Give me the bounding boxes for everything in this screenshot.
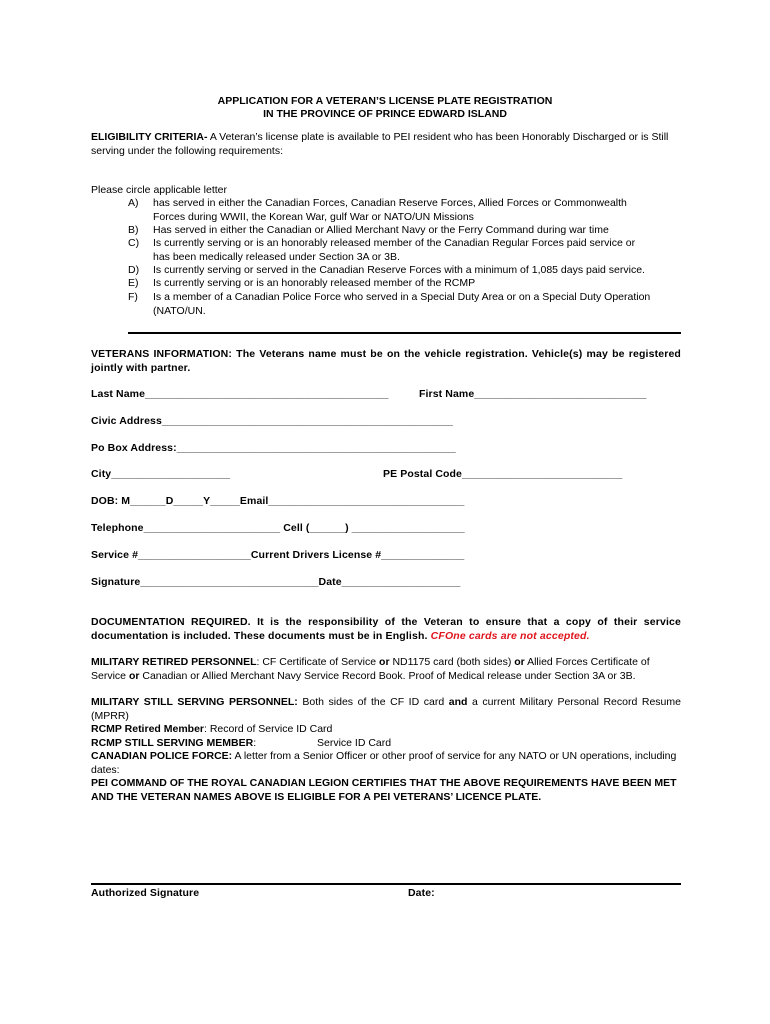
military-retired-paragraph bbox=[91, 656, 681, 683]
criteria-letter[interactable]: D) bbox=[128, 264, 140, 276]
criteria-letter[interactable]: A) bbox=[128, 197, 139, 209]
first-name-field[interactable]: First Name_____________________________ bbox=[419, 388, 647, 400]
still-serving-text: a current Military Personal Record Resume (MPRR) bbox=[91, 696, 681, 722]
still-serving-paragraph bbox=[91, 696, 681, 723]
criteria-intro: Please circle applicable letter bbox=[91, 184, 227, 196]
criteria-text: has served in either the Canadian Forces, Canadian Reserve Forces, Allied Forces or Commonwealth bbox=[153, 197, 627, 209]
po-box-field[interactable]: Po Box Address:_______________________________________________ bbox=[91, 442, 456, 454]
rcmp-serving-colon: : bbox=[253, 737, 257, 749]
city-field[interactable]: City____________________ bbox=[91, 468, 231, 480]
police-force-paragraph bbox=[91, 750, 681, 777]
dob-email-field[interactable]: DOB: M______D_____Y_____Email_________________________________ bbox=[91, 495, 465, 507]
criteria-item-d[interactable] bbox=[128, 264, 683, 278]
or-word: or bbox=[128, 669, 140, 682]
criteria-text: Is currently serving or is an honorably released member of the RCMP bbox=[153, 277, 476, 289]
postal-code-field[interactable]: PE Postal Code___________________________ bbox=[383, 468, 623, 480]
or-word: or bbox=[379, 656, 390, 668]
criteria-letter[interactable]: C) bbox=[128, 237, 140, 249]
criteria-text: Is currently serving or served in the Canadian Reserve Forces with a minimum of 1,085 days paid service. bbox=[153, 264, 645, 276]
rcmp-retired-text: : Record of Service ID Card bbox=[204, 723, 333, 735]
military-retired-text: : CF Certificate of Service bbox=[256, 656, 380, 668]
criteria-text-cont: has been medically released under Section 3A or 3B. bbox=[153, 250, 400, 263]
military-retired-text: Allied Forces Certificate of Service bbox=[91, 656, 650, 682]
veterans-info-heading: VETERANS INFORMATION: The Veterans name must be on the vehicle registration. Vehicle(s) may be registered jointly with partner. bbox=[91, 348, 681, 374]
telephone-cell-field[interactable]: Telephone_______________________ Cell (______) ___________________ bbox=[91, 522, 465, 534]
rcmp-serving-label: RCMP STILL SERVING MEMBER bbox=[91, 737, 254, 749]
authorized-date-label[interactable]: Date: bbox=[408, 887, 435, 899]
authorized-signature-label[interactable]: Authorized Signature bbox=[91, 887, 200, 899]
criteria-letter[interactable]: F) bbox=[128, 291, 138, 303]
criteria-item-c[interactable] bbox=[128, 237, 683, 264]
criteria-item-a[interactable] bbox=[128, 197, 683, 224]
still-serving-label: MILITARY STILL SERVING PERSONNEL: bbox=[91, 696, 298, 708]
last-name-field[interactable]: Last Name_________________________________________ bbox=[91, 388, 389, 400]
criteria-text: Is a member of a Canadian Police Force who served in a Special Duty Area or on a Special Duty Operation bbox=[153, 291, 651, 303]
military-retired-text: ND1175 card (both sides) bbox=[389, 656, 515, 668]
criteria-letter[interactable]: E) bbox=[128, 277, 139, 289]
documentation-heading: DOCUMENTATION REQUIRED. It is the responsibility of the Veteran to ensure that a copy of their service documentation is included. These documents must be in English. bbox=[91, 616, 681, 642]
police-force-label: CANADIAN POLICE FORCE: bbox=[91, 750, 233, 762]
form-subtitle: IN THE PROVINCE OF PRINCE EDWARD ISLAND bbox=[263, 108, 507, 120]
criteria-text-cont: Forces during WWII, the Korean War, gulf War or NATO/UN Missions bbox=[153, 210, 474, 223]
cfone-warning: CFOne cards are not accepted. bbox=[430, 629, 590, 642]
section-divider bbox=[128, 332, 681, 334]
rcmp-retired-label: RCMP Retired Member bbox=[91, 723, 204, 735]
form-title: APPLICATION FOR A VETERAN’S LICENSE PLATE REGISTRATION bbox=[217, 95, 553, 107]
documentation-paragraph bbox=[91, 616, 681, 643]
legion-certification: PEI COMMAND OF THE ROYAL CANADIAN LEGION CERTIFIES THAT THE ABOVE REQUIREMENTS HAVE BEEN MET AND THE VETERAN NAMES ABOVE IS ELIGIBLE FOR A PEI VETERANS’ LICENCE PLATE. bbox=[91, 777, 677, 803]
civic-address-field[interactable]: Civic Address_________________________________________________ bbox=[91, 415, 453, 427]
criteria-item-e[interactable] bbox=[128, 277, 683, 291]
criteria-text: Has served in either the Canadian or Allied Merchant Navy or the Ferry Command during war time bbox=[153, 224, 609, 236]
criteria-item-b[interactable] bbox=[128, 224, 683, 238]
eligibility-heading: ELIGIBILITY CRITERIA- bbox=[91, 131, 208, 143]
rcmp-retired-line bbox=[91, 723, 681, 737]
eligibility-text: A Veteran’s license plate is available to PEI resident who has been Honorably Discharged or is Still serving under the following requirements: bbox=[91, 131, 669, 157]
criteria-text-cont: (NATO/UN. bbox=[153, 304, 206, 317]
police-force-text: A letter from a Senior Officer or other proof of service for any NATO or UN operations, including dates: bbox=[91, 750, 677, 776]
service-license-field[interactable]: Service #___________________Current Drivers License #______________ bbox=[91, 549, 465, 561]
rcmp-serving-line bbox=[91, 737, 681, 751]
rcmp-serving-text: Service ID Card bbox=[317, 737, 392, 749]
military-retired-label: MILITARY RETIRED PERSONNEL bbox=[91, 656, 257, 668]
signature-date-field[interactable]: Signature______________________________Date____________________ bbox=[91, 576, 461, 588]
still-serving-text: Both sides of the CF ID card bbox=[297, 696, 449, 708]
military-retired-text: Canadian or Allied Merchant Navy Service Record Book. Proof of Medical release under Section 3A or 3B. bbox=[139, 669, 636, 682]
and-word: and bbox=[448, 696, 468, 708]
criteria-text: Is currently serving or is an honorably released member of the Canadian Regular Forces paid service or bbox=[153, 237, 636, 249]
criteria-item-f[interactable] bbox=[128, 291, 683, 318]
criteria-letter[interactable]: B) bbox=[128, 224, 139, 236]
or-word: or bbox=[514, 656, 525, 668]
signature-line bbox=[91, 883, 681, 885]
eligibility-paragraph bbox=[91, 131, 681, 158]
